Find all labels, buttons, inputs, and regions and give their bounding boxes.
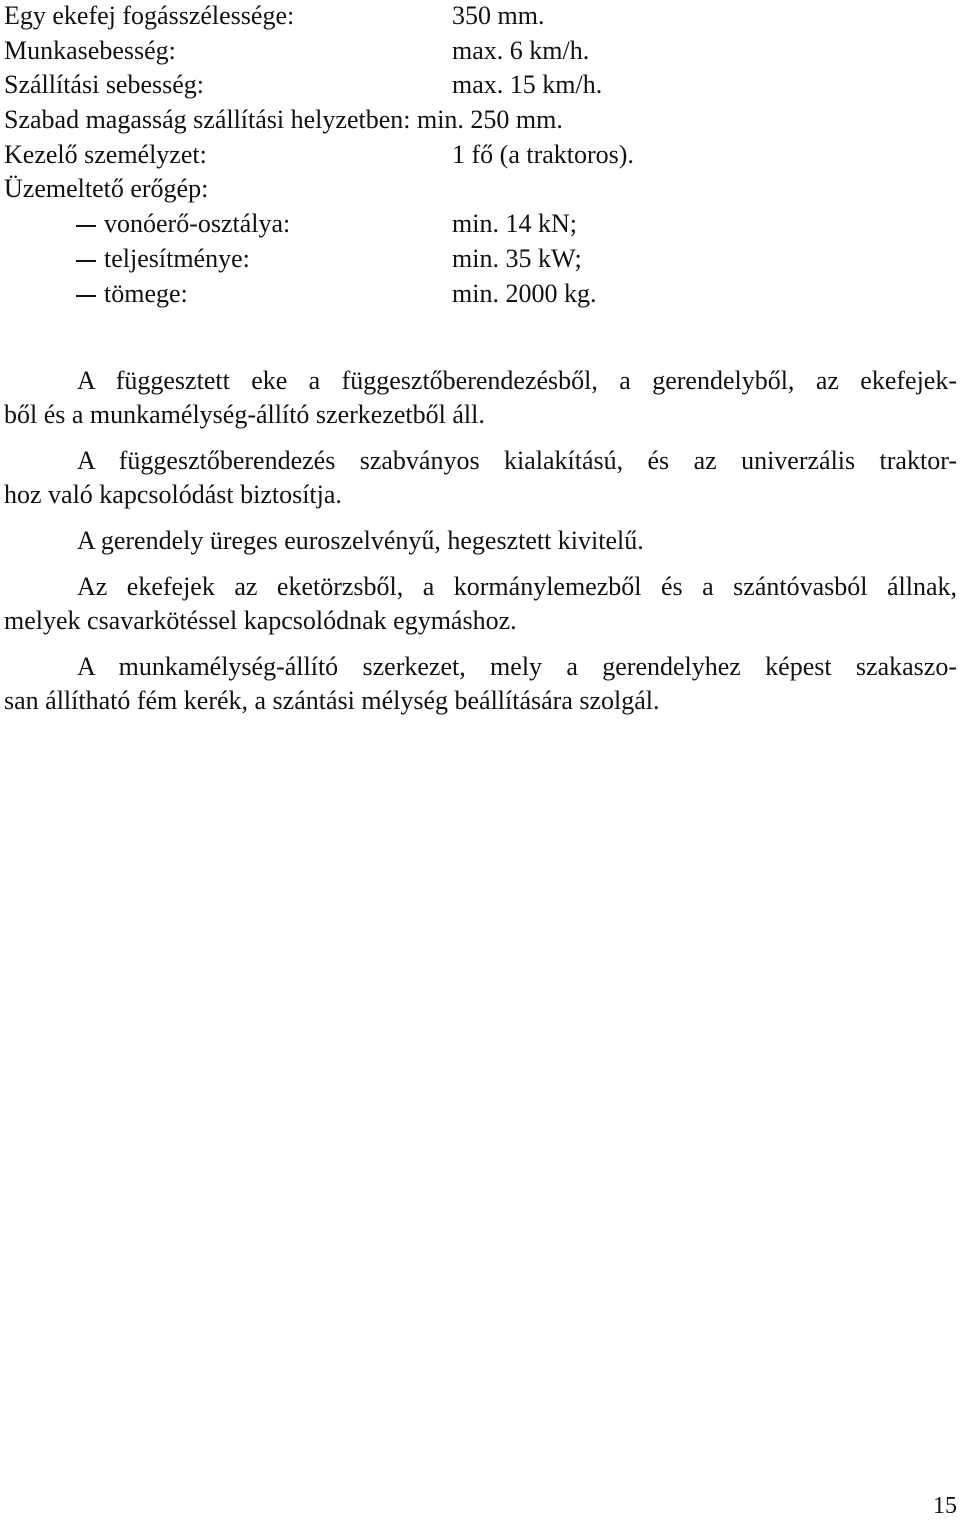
spec-subrow-mass (4, 278, 944, 313)
spec-row-operating-staff (4, 139, 944, 174)
spec-label: Szabad magasság szállítási helyzetben: min. 250 mm. (4, 105, 563, 135)
spec-row-ground-clearance (4, 104, 944, 139)
spec-row-working-speed (4, 35, 944, 70)
spec-value: 350 mm. (452, 1, 545, 30)
spec-label: Üzemeltető erőgép: (4, 174, 209, 204)
paragraph-line: Az ekefejek az eketörzsből, a kormánylemezből és a szántóvasból állnak, (77, 572, 957, 601)
spec-label: teljesítménye: (104, 243, 250, 273)
spec-value: max. 6 km/h. (452, 35, 590, 65)
specifications-list (4, 0, 944, 312)
spec-value: min. 2000 kg. (452, 278, 597, 308)
spec-value: max. 15 km/h. (452, 70, 603, 100)
spec-label: Egy ekefej fogásszélessége: (4, 1, 295, 30)
spec-value: min. 14 kN; (452, 209, 577, 239)
spec-label: Munkasebesség: (4, 35, 176, 65)
paragraph-depth-wheel (4, 650, 957, 718)
paragraph-beam (4, 524, 957, 558)
paragraph-line: ből és a munkamélység-állító szerkezetből áll. (4, 400, 485, 429)
paragraph-line: A függesztőberendezés szabványos kialakítású, és az univerzális traktor- (77, 446, 957, 475)
spec-label: Szállítási sebesség: (4, 70, 205, 100)
spec-value: min. 35 kW; (452, 243, 582, 273)
paragraph-hitch (4, 444, 957, 512)
paragraph-line: melyek csavarkötéssel kapcsolódnak egymáshoz. (4, 606, 517, 635)
dash-bullet-icon (76, 260, 96, 262)
paragraph-line: A gerendely üreges euroszelvényű, hegesztett kivitelű. (77, 526, 644, 555)
paragraph-plough-bodies (4, 570, 957, 638)
spec-subrow-power (4, 243, 944, 278)
paragraph-line: A függesztett eke a függesztőberendezésből, a gerendelyből, az ekefejek- (77, 366, 957, 395)
page-number: 15 (933, 1493, 957, 1519)
spec-label: tömege: (104, 278, 188, 308)
dash-bullet-icon (76, 295, 96, 297)
paragraph-line: A munkamélység-állító szerkezet, mely a gerendelyhez képest szakaszo- (77, 652, 957, 681)
paragraph-line: hoz való kapcsolódást biztosítja. (4, 480, 342, 509)
spec-label: vonóerő-osztálya: (104, 209, 291, 239)
description-text (4, 364, 957, 730)
spec-value: 1 fő (a traktoros). (452, 139, 634, 169)
paragraph-plough-structure (4, 364, 957, 432)
dash-bullet-icon (76, 225, 96, 227)
spec-row-working-width (4, 0, 944, 35)
spec-label: Kezelő személyzet: (4, 139, 207, 169)
paragraph-line: san állítható fém kerék, a szántási mélység beállítására szolgál. (4, 686, 660, 715)
spec-row-transport-speed (4, 69, 944, 104)
spec-row-tractor (4, 173, 944, 208)
spec-subrow-draft-class (4, 208, 944, 243)
